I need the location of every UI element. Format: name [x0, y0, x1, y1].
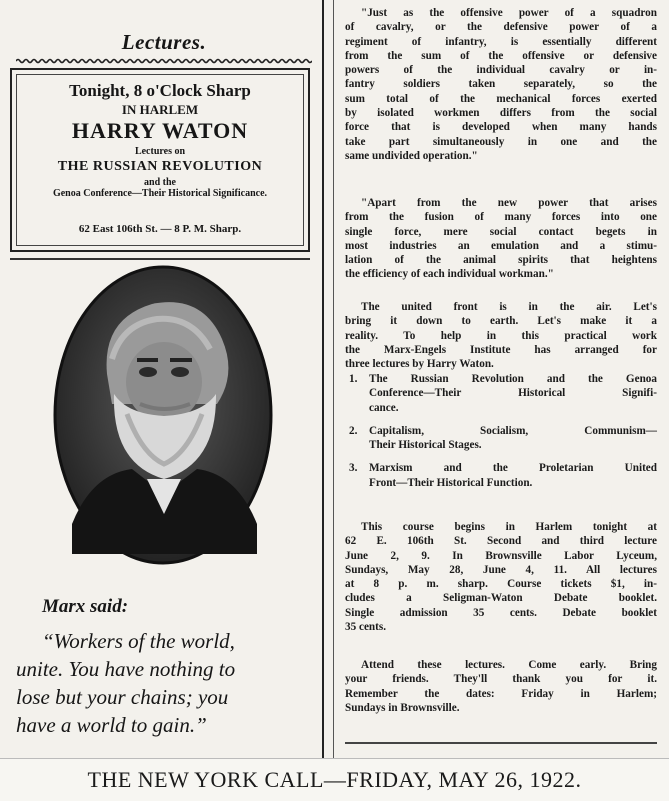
closing-paragraph: [345, 658, 657, 715]
text-line: of cavalry, or the defensive power of a: [345, 21, 657, 34]
text-line: regiment of infantry, is essentially different: [345, 35, 657, 48]
lecture-address: 62 East 106th St. — 8 P. M. Sharp.: [78, 223, 242, 235]
genoa-conference-subtitle: Genoa Conference—Their Historical Significance.: [52, 188, 268, 199]
text-line: bring it down to earth. Let's make it a: [345, 315, 657, 328]
text-line: This course begins in Harlem tonight at: [361, 521, 657, 533]
text-line: Remember the dates: Friday in Harlem;: [345, 687, 657, 700]
text-line: fantry soldiers taken separately, so the: [345, 78, 657, 91]
text-line: The Russian Revolution and the Genoa: [369, 373, 657, 385]
capital-quote-paragraph-2: [345, 196, 657, 282]
quote-line: unite. You have nothing to: [16, 657, 236, 681]
text-line: cance.: [369, 401, 399, 414]
text-line: same undivided operation.": [345, 149, 478, 162]
capital-quote-paragraph-1: [345, 6, 657, 163]
text-line: 35 cents.: [345, 621, 387, 634]
text-line: Sundays in Brownsville.: [345, 701, 460, 714]
united-front-paragraph: [345, 300, 657, 371]
speaker-name: HARRY WATON: [71, 118, 249, 143]
text-line: take part simultaneously in one and the: [345, 135, 657, 148]
left-column: [6, 0, 322, 758]
text-line: "Just as the offensive power of a squadron: [361, 7, 657, 19]
text-line: Sundays, May 28, June 4, 11. All lectures: [345, 563, 657, 576]
text-line: Single admission 35 cents. Debate booklet: [345, 606, 657, 619]
lecture-list: [345, 372, 657, 499]
and-the-label: and the: [144, 177, 176, 188]
list-number: 3.: [349, 462, 358, 475]
text-line: The united front is in the air. Let's: [361, 301, 657, 313]
text-line: from the fusion of many forces into one: [345, 211, 657, 224]
quote-line: “Workers of the world,: [42, 629, 235, 653]
text-line: reality. To help in this practical work: [345, 329, 657, 342]
text-line: sum total of the mechanical forces exerted: [345, 92, 657, 105]
marx-said-heading: Marx said:: [42, 596, 129, 617]
text-line: Attend these lectures. Come early. Bring: [361, 659, 657, 671]
text-line: force that is developed when many hands: [345, 121, 657, 134]
text-line: Conference—Their Historical Signifi-: [369, 387, 657, 400]
lecture-topic: THE RUSSIAN REVOLUTION: [57, 159, 263, 174]
text-line: June 2, 9. In Brownsville Labor Lyceum,: [345, 549, 657, 562]
text-line: powers of the individual cavalry or in-: [345, 64, 657, 77]
text-line: the efficiency of each individual workman.": [345, 268, 554, 281]
quote-line: have a world to gain.”: [16, 713, 207, 737]
list-item: [345, 372, 657, 415]
list-number: 1.: [349, 373, 358, 385]
text-line: 62 E. 106th St. Second and third lecture: [345, 535, 657, 548]
announcement-location: IN HARLEM: [121, 102, 199, 117]
newspaper-footer: [0, 758, 669, 801]
text-line: single force, mere social contact begets in: [345, 225, 657, 238]
list-number: 2.: [349, 424, 358, 437]
marx-quote: [16, 627, 326, 739]
text-line: Their Historical Stages.: [369, 439, 482, 452]
text-line: "Apart from the new power that arises: [361, 197, 657, 209]
text-line: cludes a Seligman-Waton Debate booklet.: [345, 592, 657, 605]
column-rule-thin: [333, 0, 334, 758]
text-line: most industries an emulation and a stimu-: [345, 239, 657, 252]
column-end-rule: [345, 742, 657, 744]
quote-line: lose but your chains; you: [16, 685, 229, 709]
text-line: lation of the animal spirits that heightens: [345, 254, 657, 267]
lectures-heading: Lectures.: [121, 30, 207, 54]
text-line: the Marx-Engels Institute has arranged for: [345, 343, 657, 356]
lecture-announcement-box: [10, 68, 310, 252]
text-line: your friends. They'll thank you for it.: [345, 673, 657, 686]
text-line: from the sum of the offensive or defensive: [345, 49, 657, 62]
text-line: Marxism and the Proletarian United: [369, 462, 657, 475]
text-line: Front—Their Historical Function.: [369, 476, 533, 489]
text-line: three lectures by Harry Waton.: [345, 358, 494, 371]
column-rule: [322, 0, 324, 758]
lectures-on-label: Lectures on: [134, 146, 186, 157]
announcement-inner-frame: [16, 74, 304, 246]
newspaper-dateline: THE NEW YORK CALL—FRIDAY, MAY 26, 1922.: [87, 767, 582, 792]
course-schedule-paragraph: [345, 520, 657, 634]
announcement-time: Tonight, 8 o'Clock Sharp: [69, 81, 251, 100]
text-line: at 8 p. m. sharp. Course tickets $1, in-: [345, 578, 657, 591]
marx-portrait: [52, 264, 274, 566]
divider: [10, 258, 310, 260]
list-item: [345, 424, 657, 453]
text-line: Capitalism, Socialism, Communism—: [369, 424, 657, 437]
text-line: by isolated workmen differs from the social: [345, 107, 657, 120]
list-item: [345, 461, 657, 490]
wavy-rule: [16, 58, 312, 64]
